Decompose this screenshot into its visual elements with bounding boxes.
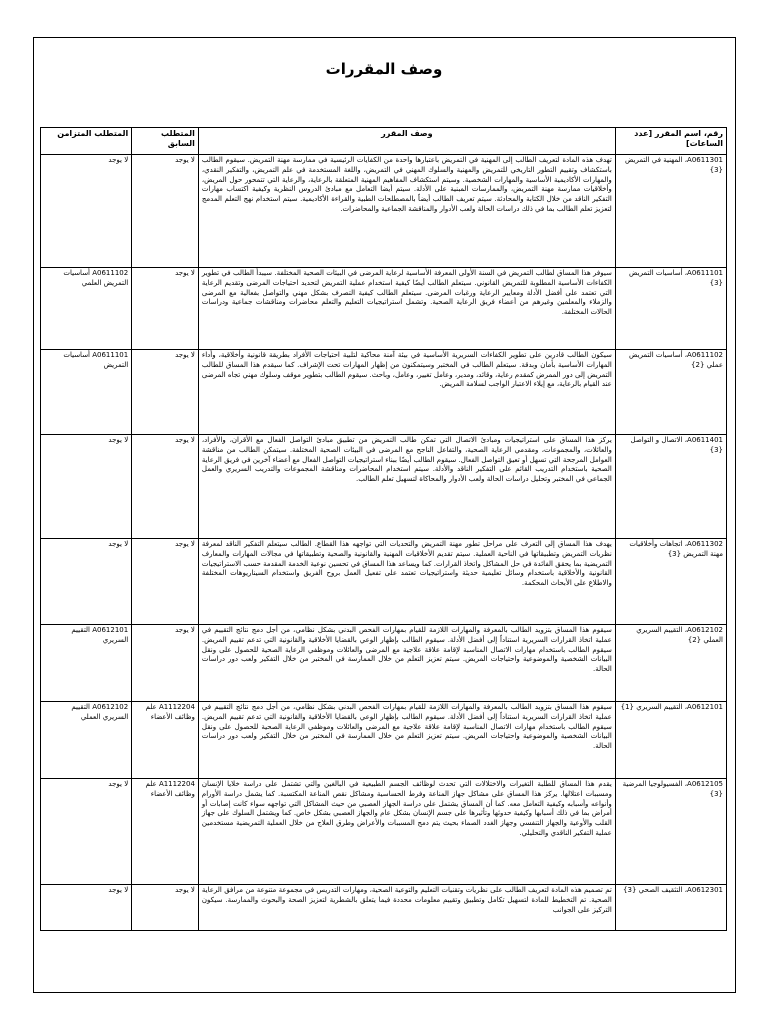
course-name-cell: A0611101، أساسيات التمريض {3} bbox=[615, 268, 726, 350]
header-corequisite: المتطلب المتزامن bbox=[41, 128, 132, 155]
course-description-cell: يقدم هذا المساق للطلبة التغيرات والاختلالات التي تحدث لوظائف الجسم الطبيعية في البالغين والتي تشتمل على دراسة خلايا الإنسان ومسببات اعتلالها. يركز هذا المساق على مشاكل جهاز المناعة وفرط الحساسية ومشاكل نقص المناعة المكتسبة. كما يشمل دراسة الأورام وأنواعه وأسبابه وكيفية التعامل معه. كما أن المساق يشتمل على دراسة الجهاز العصبي من حيث المشاكل التي تواجهه سواء كانت إصابات أو أمراض بما في ذلك أسبابها وكيفية حدوثها وتأثيرها على جسم الإنسان بشكل عام والجهاز العصبي بشكل خاص. كما ويشتمل السلوك على جهاز القلب والأوعية والجهاز التنفسي وجهاز الغدد الصماء بحيث يتم دمج المسببات والأعراض وطرق العلاج من خلال العملية التمريضية مستخدمين عملية التفكير الناقدي والتحليلي. bbox=[198, 779, 615, 885]
table-row bbox=[41, 885, 727, 931]
prerequisite-cell: لا يوجد bbox=[132, 539, 199, 625]
header-description: وصف المقرر bbox=[198, 128, 615, 155]
page-title: وصف المقررات bbox=[325, 60, 443, 78]
corequisite-cell: لا يوجد bbox=[41, 885, 132, 931]
course-name-cell: A0612301، التثقيف الصحي {3} bbox=[615, 885, 726, 931]
courses-table bbox=[40, 127, 727, 931]
prerequisite-cell: A1112204 علم وظائف الأعضاء bbox=[132, 779, 199, 885]
course-name-cell: A0611102، أساسيات التمريض عملي {2} bbox=[615, 350, 726, 435]
table-row bbox=[41, 779, 727, 885]
course-name-cell: A0611302، اتجاهات وأخلاقيات مهنة التمريض {3} bbox=[615, 539, 726, 625]
corequisite-cell: A0612102 التقييم السريري العملي bbox=[41, 702, 132, 779]
course-description-cell: سيقوم هذا المساق بتزويد الطالب بالمعرفة والمهارات اللازمة للقيام بمهارات الفحص البدني بشكل نظامي، من أجل دمج نتائج التقييم في عملية اتخاذ القرارات السريرية استناداً إلى أفضل الأدلة. سيقوم الطالب بإظهار الوعي بالقضايا الأخلاقية والقانونية التي تدعم تقييم المريض. سيقوم الطالب باستخدام مهارات الاتصال المناسبة لإقامة علاقة علاجية مع المرضى والعائلات وموظفي الرعاية الصحية للحصول على ونقل البيانات الشخصية والموضوعية واحتياجات المريض. سيتم تعزيز التعلم من خلال الممارسة في المختبر من خلال التفكير ولعب دور دراسات الحالة. bbox=[198, 625, 615, 702]
prerequisite-cell: لا يوجد bbox=[132, 155, 199, 268]
header-prerequisite: المتطلب السابق bbox=[132, 128, 199, 155]
table-row bbox=[41, 702, 727, 779]
table-row bbox=[41, 435, 727, 539]
prerequisite-cell: لا يوجد bbox=[132, 885, 199, 931]
corequisite-cell: A0611101 أساسيات التمريض bbox=[41, 350, 132, 435]
course-description-cell: تم تصميم هذه المادة لتعريف الطالب على نظريات وتقنيات التعليم والتوعية الصحية، ومهارات التدريس في مجموعة متنوعة من مرافق الرعاية الصحية. تم التخطيط للمادة لتسهيل تكامل وتطبيق وتقييم معلومات محددة فيما يتعلق بالشطرية لتعزيز الصحة والبحوث والممارسة. سيكون التركيز على الجوانب bbox=[198, 885, 615, 931]
corequisite-cell: لا يوجد bbox=[41, 539, 132, 625]
table-row bbox=[41, 539, 727, 625]
prerequisite-cell: لا يوجد bbox=[132, 435, 199, 539]
course-description-cell: سيكون الطالب قادرين على تطوير الكفاءات السريرية الأساسية في بيئة آمنة محاكية لتلبية احتياجات الأفراد بطريقة قانونية وأخلاقية، وأداء المهارات الأساسية بأمان وبدقة. سيتعلم الطالب في المختبر وسيتمكنون من إظهار المهارات تحت الإشراف. كما سيقدم هذا المساق للطالب التمريض إلى دور الممرض كمقدم رعاية، وقائد، ومدير، وعامل تغيير، وعامل، وباحث. سيقوم الطالب بتطوير موقف وسلوك مهني تجاه المرضى عند القيام بالرعاية، مع إيلاء الاعتبار الواجب لسلامة المريض. bbox=[198, 350, 615, 435]
corequisite-cell: A0611102 أساسيات التمريض العلمي bbox=[41, 268, 132, 350]
table-row bbox=[41, 350, 727, 435]
corequisite-cell: لا يوجد bbox=[41, 155, 132, 268]
prerequisite-cell: لا يوجد bbox=[132, 625, 199, 702]
course-name-cell: A0611401، الاتصال و التواصل {3} bbox=[615, 435, 726, 539]
corequisite-cell: لا يوجد bbox=[41, 779, 132, 885]
corequisite-cell: لا يوجد bbox=[41, 435, 132, 539]
prerequisite-cell: لا يوجد bbox=[132, 350, 199, 435]
corequisite-cell: A0612101 التقييم السريري bbox=[41, 625, 132, 702]
course-name-cell: A0612105، الفسيولوجيا المرضية {3} bbox=[615, 779, 726, 885]
course-description-cell: يهدف هذا المساق إلى التعرف على مراحل تطور مهنة التمريض والتحديات التي تواجهه هذا القطاع. الطالب سيتعلم التفكير الناقد لمعرفة نظريات التمريض وتطبيقاتها في الناحية العملية. سيتم تقديم الأخلاقيات المهنية والقانونية والصحية وتطبيقاتها في مجالات المهارات والمعارف التمريضية بما يحقق الفائدة في حل المشاكل واتخاذ القرارات. كما ويساعد هذا المساق في تحسين نوعية الخدمة المقدمة حسب الاستراتيجيات القانونية والأخلاقية باستخدام وسائل تعليمية حديثة واستراتيجيات تعتمد على تفعيل العمل بروح الفريق واستخدام السيناريوهات المختلفة والاطلاع على الأبحاث المحكمة. bbox=[198, 539, 615, 625]
course-description-cell: سيوفر هذا المساق لطالب التمريض في السنة الأولى المعرفة الأساسية لرعاية المرضى في البيئات الصحية المختلفة. سيبدأ الطالب في تطوير الكفاءات الأساسية المطلوبة للتمريض القانوني. سيتعلم الطالب أيضًا كيفية استخدام عملية التمريض لتحديد احتياجات المرضى وتقديم الرعاية التي تعتمد على أفضل الأدلة ومعايير الرعاية ورغبات المرضى. سيتعلم الطالب كيفية التصرف بشكل مهني والتواصل بفعالية مع المرضى والزملاء والمعلمين وغيرهم من أعضاء فريق الرعاية الصحية. وتشمل استراتيجيات التعليم والتعلم محاضرات ومناقشات جماعية ودراسات الحالات المختلفة. bbox=[198, 268, 615, 350]
table-row bbox=[41, 625, 727, 702]
table-header-row bbox=[41, 128, 727, 155]
course-name-cell: A0612102، التقييم السريري العملي {2} bbox=[615, 625, 726, 702]
prerequisite-cell: A1112204 علم وظائف الأعضاء bbox=[132, 702, 199, 779]
prerequisite-cell: لا يوجد bbox=[132, 268, 199, 350]
course-description-cell: سيقوم هذا المساق بتزويد الطالب بالمعرفة والمهارات اللازمة للقيام بمهارات الفحص البدني بشكل نظامي، من أجل دمج نتائج التقييم في عملية اتخاذ القرارات السريرية استناداً إلى أفضل الأدلة. سيقوم الطالب بإظهار الوعي بالقضايا الأخلاقية والقانونية التي تدعم تقييم المريض. سيقوم الطالب باستخدام مهارات الاتصال المناسبة لإقامة علاقة علاجية مع المرضى والعائلات وموظفي الرعاية الصحية للحصول على ونقل البيانات الشخصية والموضوعية واحتياجات المريض. سيتم تعزيز التعلم من خلال الممارسة في المختبر من خلال التفكير ولعب دور دراسات الحالة. bbox=[198, 702, 615, 779]
course-name-cell: A0611301، المهنية في التمريض {3} bbox=[615, 155, 726, 268]
header-course: رقم، اسم المقرر [عدد الساعات] bbox=[615, 128, 726, 155]
table-row bbox=[41, 268, 727, 350]
course-description-cell: يركز هذا المساق على استراتيجيات ومبادئ الاتصال التي تمكن طالب التمريض من تطبيق مبادئ التواصل الفعال مع الأقران، والأفراد، والعائلات، والمجموعات، ومقدمي الرعاية الصحية، والتفاعل الناجح مع المرضى في البيئات الصحية المختلفة. سيتمكن الطالب من مناقشة العوامل المرجحة التي تسهل أو تعيق التواصل الفعال. سيقوم الطالب أيضًا ببناء استراتيجيات التواصل الفعال مع أعضاء آخرين في فريق الرعاية الصحية باستخدام التدريب القائم على التفكير الناقد والأدلة. سيتم استخدام المحاضرات ومناقشة المجموعات والتدريب السريري والعمل الجماعي في المختبر وتحليل دراسات الحالة ولعب الأدوار والمحاكاة لتسهيل تعلم الطالب. bbox=[198, 435, 615, 539]
table-header bbox=[41, 128, 727, 155]
table-body bbox=[41, 155, 727, 931]
table-row bbox=[41, 155, 727, 268]
course-description-cell: تهدف هذه المادة لتعريف الطالب إلى المهنية في التمريض باعتبارها واحدة من الكفايات الرئيسية في ممارسة مهنة التمريض. سيقوم الطالب باستكشاف وتقييم التطور التاريخي للتمريض والمهنية والسلوك المهني في التمريض، واللغة المستخدمة في علم التمريض، والتفكير النقدي، والمهارات الأكاديمية الأساسية والمهارات الشخصية. وسيتم استكشاف المفاهيم المهنية المتعلقة بالرعاية، والرعاية التي تتمحور حول المريض، وأخلاقيات ممارسة مهنة التمريض، والممارسات المبنية على الأدلة. سيتم أيضا التعامل مع مبادئ الدروس النظرية وكيفية اكتساب مهارات التفكير الناقد من خلال الكتابة والمحادثة. سيتم تعريف الطالب أيضاً بالمصطلحات الطبية والقراءة الأكاديمية. سيتم استخدام نهج التعلم المدمج لتعزيز تعلم الطالب بما في ذلك دراسات الحالة ولعب الأدوار والمناقشة الجماعية والمحاضرات. bbox=[198, 155, 615, 268]
course-name-cell: A0612101، التقييم السريري {1} bbox=[615, 702, 726, 779]
